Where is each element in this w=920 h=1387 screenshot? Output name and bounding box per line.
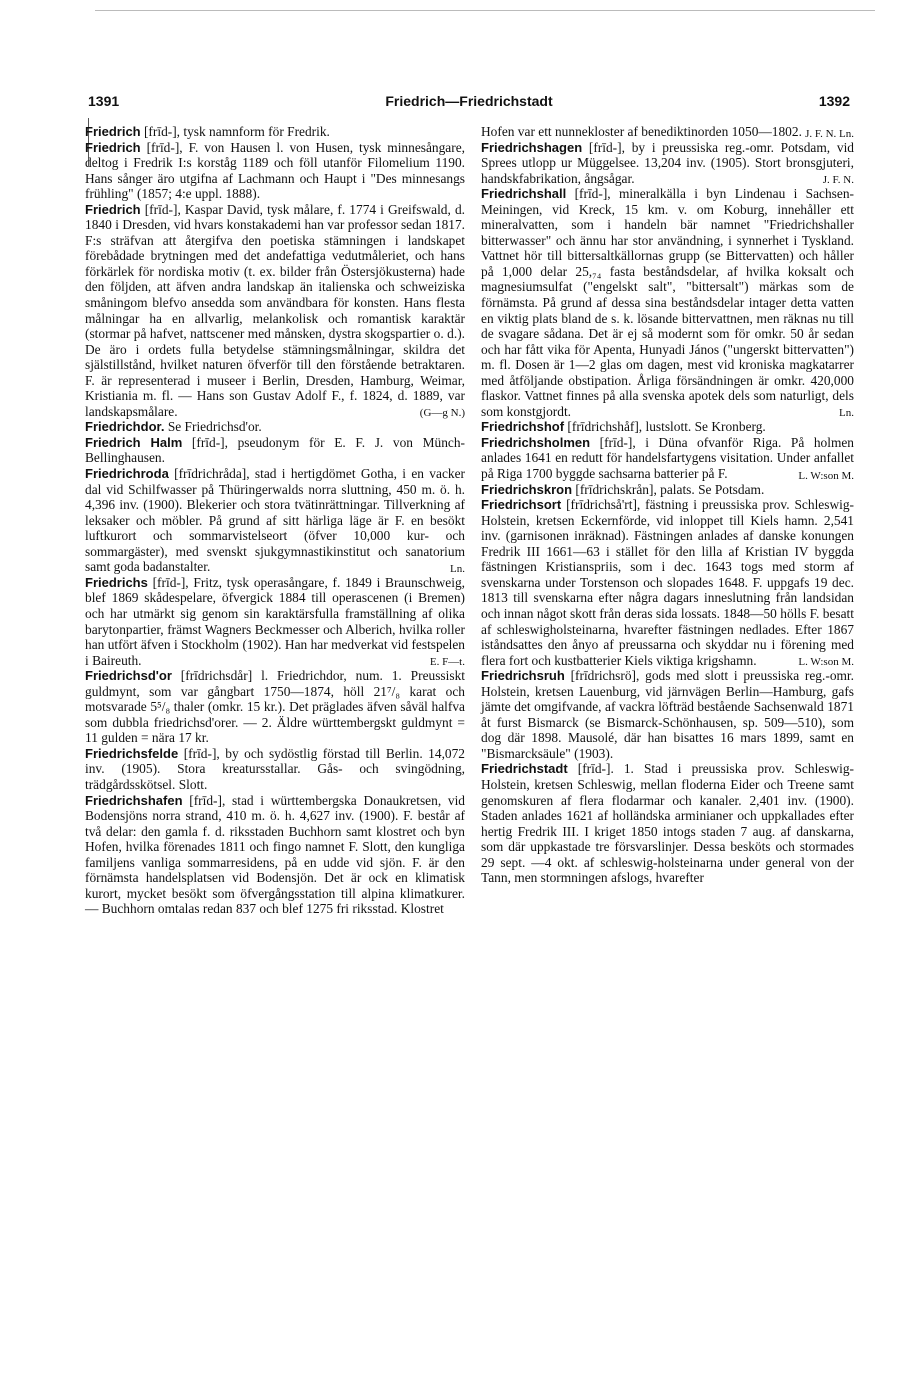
entry-headword: Friedrich: [85, 124, 141, 139]
dictionary-entry: [481, 186, 854, 419]
dictionary-entry: [85, 793, 465, 917]
entry-text: [frīdrichsrö], gods med slott i preussiska reg.-omr. Holstein, kretsen Lauenburg, vid järnvägen Berlin—Hamburg, gafs jämte det omgifvande, af vackra löfträd bestående Sachsenwald 1871 åt furst Bismarck (se Bismarck-Schönhausen, sp. 509—510), som dog där 1898. Mausolé, där han bisattes 16 mars 1899, samt en "Bismarcksäule" (1903).: [481, 668, 854, 761]
entry-headword: Friedrichshof: [481, 419, 565, 435]
author-signature: Ln.: [839, 407, 854, 420]
author-signature: Ln.: [450, 562, 465, 575]
dictionary-entry: [481, 668, 854, 761]
entry-text: [frīd-], by i preussiska reg.-omr. Potsdam, vid Sprees utlopp ur Müggelsee. 13,204 inv. (1905). Stort bronsgjuteri, handskfabrikation, ångsågar.: [481, 139, 854, 186]
entry-text: [frīdrichså'rt], fästning i preussiska prov. Schleswig-Holstein, kretsen Eckernförde, vid inloppet till Kiels hamn. 2,541 inv. (garnisonen inräknad). Fästningen anlades af danske konungen Fredrik III 1661—63 i stället för den lilla af Kristian IV byggda fästningen Kristianspriis, som i dec. 1643 togs med storm af svenskarna under Torstenson och slopades 1648. F. uppgafs 19 dec. 1813 till svenskarna efter några dagars inneslutning från landsidan och innan något skott från deras sida lossats. 1848—50 hölls F. besatt af schleswigholsteinarna, hvarefter fästningen nedlades. Efter 1867 iståndsattes den ånyo af preussarna och skyddar nu i förening med flera fort och kustbatterier Kiels viktiga krigshamn.: [481, 497, 854, 668]
entry-text: [frīd-], mineralkälla i byn Lindenau i Sachsen-Meiningen, vid Kreck, 15 km. v. om Koburg, innehåller ett mineralvatten, som i handeln bär namnet "Friedrichshaller bitterwasser" och ännu har stor användning, i synnerhet i Tyskland. Vattnet hör till bittersaltkällornas grupp (se Bittervatten) och håller på 1,000 delar 25,₇₄ fasta beståndsdelar, af hvilka koksalt och magnesiumsulfat ("engelskt salt", "bittersalt") märkas som de förnämsta. På grund af dessa sina beståndsdelar intager detta vatten en viktig plats bland de s. k. lösande bittervattnen, men räknas nu till de svagare sådana. Det är ej så modernt som för omkr. 50 år sedan och har fått vika för Apenta, Hunyadi János ("ungerskt bittervatten") m. fl. Dosen är 1—2 glas om dagen, mest vid kroniska magkatarrer med åtföljande obstipation. Årliga försändningen är omkr. 420,000 flaskor. Vattnet finnes på alla svenska apotek dels som naturligt, dels som konstgjordt.: [481, 186, 854, 419]
author-signature: (G—g N.): [419, 407, 465, 420]
dictionary-entry: [85, 124, 465, 140]
entry-text: [frīd-], F. von Hausen l. von Husen, tysk minnesångare, deltog i Fredrik I:s korståg 1189 och föll utanför Filomelium 1190. Hans sånger äro utgifna af Lachmann och Haupt i "Des minnesangs frühling" (1857; 4:e uppl. 1888).: [85, 139, 465, 202]
running-title: Friedrich—Friedrichstadt: [385, 93, 553, 109]
entry-text: [frīdrichskrån], palats. Se Potsdam.: [572, 481, 765, 497]
left-column: [85, 124, 465, 917]
entry-text: Se Friedrichsd'or.: [164, 419, 262, 435]
entry-headword: Friedrichsort: [481, 497, 562, 513]
entry-headword: Friedrich: [85, 201, 141, 217]
entry-text: [frīdrichshåf], lustslott. Se Kronberg.: [564, 419, 766, 435]
entry-headword: Friedrichskron: [481, 481, 573, 497]
dictionary-entry: [85, 419, 465, 435]
entry-headword: Friedrichshall: [481, 186, 567, 202]
entry-text: [frīd-], by och sydöstlig förstad till Berlin. 14,072 inv. (1905). Stora kreatursstallar. Gås- och svingödning, trädgårdsskötsel. Slott.: [85, 745, 465, 792]
dictionary-entry: [481, 482, 854, 498]
entry-text: [frīdrichsdår] l. Friedrichdor, num. 1. Preussiskt guldmynt, som var gångbart 1750—1874, höll 21⁷/₈ karat och motsvarade 5⁵/₈ thaler (omkr. 15 kr.). Det präglades äfven såväl halfva som dubbla friedrichsd'orer. — 2. Äldre württembergskt guldmynt = 11 gulden = nära 17 kr.: [85, 668, 465, 746]
author-signature: L. W:son M.: [798, 469, 854, 482]
page-header: [88, 93, 850, 113]
top-rule: [95, 10, 875, 11]
page-number-left: 1391: [88, 93, 120, 109]
dictionary-entry: [85, 202, 465, 420]
dictionary-entry: [85, 575, 465, 668]
entry-text: [frīd-], tysk namnform för Fredrik.: [140, 124, 330, 139]
dictionary-entry: [85, 435, 465, 466]
dictionary-entry: [481, 497, 854, 668]
entry-headword: Friedrich: [85, 139, 141, 155]
author-signature: L. W:son M.: [798, 656, 854, 669]
author-signature: J. F. N. Ln.: [805, 127, 854, 140]
entry-text: [frīd-], Fritz, tysk operasångare, f. 1849 i Braunschweig, blef 1869 skådespelare, öfvergick 1884 till operascenen (i Bremen) och har utmärkt sig genom sin karaktärsfulla framställning af olika barytonpartier, främst Wagners Beckmesser och Alberich, hvilka roller han utfört äfven i Stockholm (1902). Han har medverkat vid festspelen i Baireuth.: [85, 574, 465, 668]
right-column: [481, 124, 854, 886]
entry-headword: Friedrichsholmen: [481, 434, 591, 450]
dictionary-entry: [85, 140, 465, 202]
author-signature: E. F—t.: [429, 656, 465, 669]
entry-text: [frīd-], stad i württembergska Donaukretsen, vid Bodensjöns norra strand, 410 m. ö. h. 4,627 inv. (1900). F. består af två delar: den gamla f. d. riksstaden Buchhorn samt klostret och byn Hofen, hvilka förenades 1811 och fingo namnet F. Slott, den kungliga familjens vanliga sommarresidens, på en udde vid sjön. F. är den förnämsta handelsplatsen vid Bodensjön. Det är ock en klimatisk kurort, mycket besökt som öfvergångsstation till alpina klimatkurer. — Buchhorn omtalas redan 837 och blef 1275 fri riksstad. Klostret: [85, 792, 465, 917]
entry-text: [frīdrichråda], stad i hertigdömet Gotha, i en vacker dal vid Schilfwasser på Thüringerwalds norra sluttning, 450 m. ö. h. 4,396 inv. (1900). Blekerier och stora tvätinrättningar. Tillverkning af leksaker och möbler. På grund af sitt härliga läge är F. en besökt luftkurort och sommarvistelseort (öfver 10,000 kur- och sommargäster), med svenskt sjukgymnastikinstitut och sanatorium samt goda badanstalter.: [85, 466, 465, 575]
entry-headword: Friedrichstadt: [481, 761, 568, 777]
dictionary-entry: [481, 761, 854, 885]
dictionary-entry: [481, 124, 854, 140]
dictionary-entry: [85, 746, 465, 793]
entry-headword: Friedrichroda: [85, 466, 169, 482]
dictionary-entry: [85, 466, 465, 575]
dictionary-entry: [481, 435, 854, 482]
entry-text: [frīd-], i Düna ofvanför Riga. På holmen anlades 1641 en redutt för handelsfartygens visitation. Under anfallet på Riga 1700 byggde sachsarna batterier på F.: [481, 434, 854, 482]
entry-headword: Friedrichsd'or: [85, 668, 172, 684]
entry-text: [frīd-], Kaspar David, tysk målare, f. 1774 i Greifswald, d. 1840 i Dresden, vid hvars konstakademi han var professor sedan 1817. F:s sträfvan att återgifva den poetiska stämningen i landskapet förebådade brytningen med det andefattiga vedutmåleriet, och hans förkärlek för nordiska motiv (t. ex. bilder från Östersjökusterna) hade den följden, att äfven andra landskap än italienska och schweiziska småningom blefvo ansedda som användbara för konsten. Hans flesta målningar ha en allvarlig, melankolisk och romantisk karaktär (stormar på hafvet, nattscener med månsken, dystra skogspartier o. d.). De äro i ordets fulla betydelse stämningsmålningar, skildra det själstillstånd, hvilket naturen öfverför till den förstående betraktaren. F. är representerad i museer i Berlin, Dresden, Hamburg, Weimar, Kristiania m. fl. — Hans son Gustav Adolf F., f. 1824, d. 1889, var landskapsmålare.: [85, 201, 465, 419]
entry-headword: Friedrichshagen: [481, 139, 583, 155]
page-number-right: 1392: [818, 93, 850, 109]
dictionary-entry: [85, 668, 465, 746]
entry-headword: Friedrichs: [85, 574, 148, 590]
entry-text: [frīd-]. 1. Stad i preussiska prov. Schleswig-Holstein, kretsen Schleswig, mellan floderna Eider och Treene samt genomskuren af flera flodarmar och kanaler. 2,401 inv. (1900). Staden anlades 1621 af holländska arminianer och uppkallades efter hertig Fredrik III. I kriget 1850 intogs staden 7 aug. af danskarna, som där uppkastade tre försvarslinjer. Dessa besköts och stormades 29 sept. —4 okt. af schleswig-holsteinarna under general von der Tann, men stormningen afslogs, hvarefter: [481, 761, 854, 886]
dictionary-entry: [481, 419, 854, 435]
author-signature: J. F. N.: [822, 174, 854, 187]
entry-headword: Friedrichdor.: [85, 419, 165, 435]
entry-headword: Friedrichsfelde: [85, 745, 179, 761]
entry-headword: Friedrich Halm: [85, 434, 183, 450]
dictionary-entry: [481, 140, 854, 187]
entry-headword: Friedrichsruh: [481, 668, 565, 684]
entry-text: Hofen var ett nunnekloster af benediktinorden 1050—1802.: [481, 124, 802, 139]
entry-headword: Friedrichshafen: [85, 792, 183, 808]
entry-text: [frīd-], pseudonym för E. F. J. von Münch-Bellinghausen.: [85, 434, 465, 466]
